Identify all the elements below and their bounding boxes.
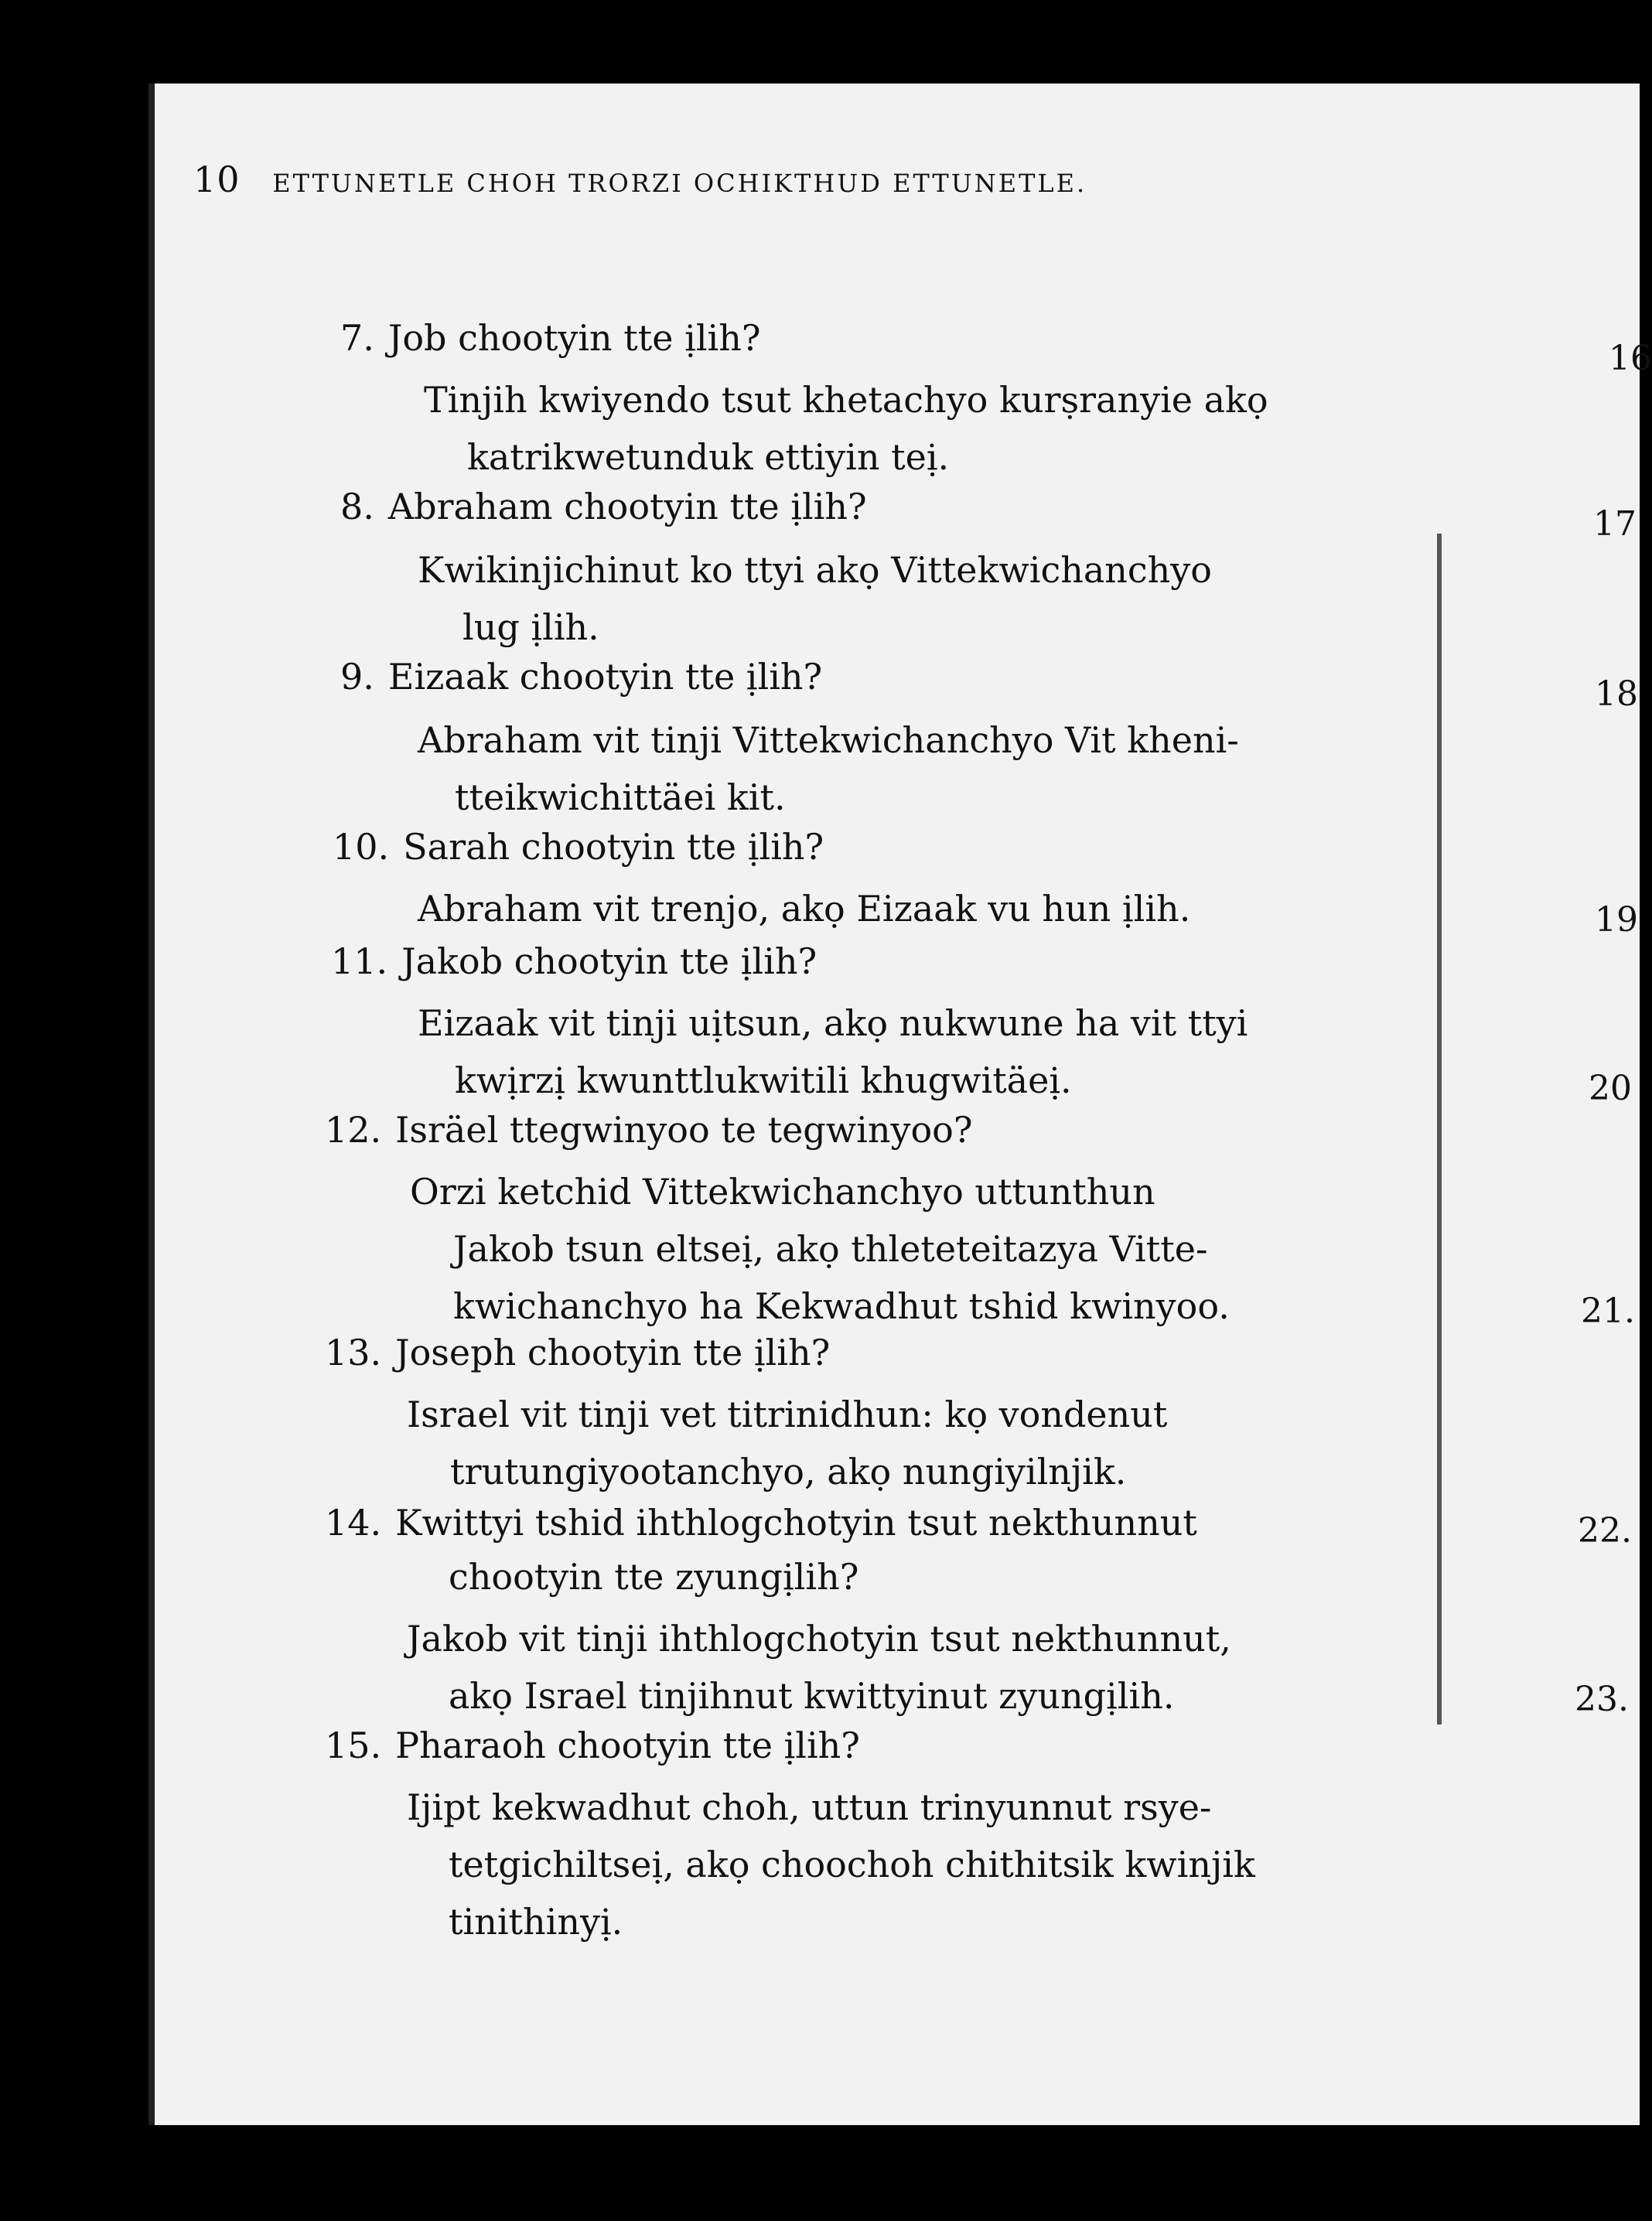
margin-number: 22.	[1578, 1511, 1632, 1551]
answer-10: Abraham vit trenjo, akọ Eizaak vu hun ịlih.	[418, 888, 1191, 930]
answer-14: Jakob vit tinji ihthlogchotyin tsut nekthunnut, akọ Israel tinjihnut kwittyinut zyungịlih.	[407, 1618, 1231, 1717]
question-13: 13. Joseph chootyin tte ịlih?	[325, 1332, 831, 1373]
page-number: 10	[193, 159, 241, 200]
question-10: 10. Sarah chootyin tte ịlih?	[333, 826, 824, 868]
question-15: 15. Pharaoh chootyin tte ịlih?	[325, 1725, 860, 1766]
margin-number: 20	[1589, 1069, 1632, 1108]
question-8: 8. Abraham chootyin tte ịlih?	[340, 486, 867, 527]
question-7: 7. Job chootyin tte ịlih?	[340, 317, 761, 359]
question-9: 9. Eizaak chootyin tte ịlih?	[340, 656, 823, 698]
question-14-continued: chootyin tte zyungịlih?	[449, 1556, 859, 1598]
answer-9: Abraham vit tinji Vittekwichanchyo Vit kheni- tteikwichittäei kit.	[418, 719, 1239, 818]
question-11: 11. Jakob chootyin tte ịlih?	[331, 940, 817, 982]
margin-number: 17	[1593, 504, 1637, 544]
answer-8: Kwikinjichinut ko ttyi akọ Vittekwichanchyo lug ịlih.	[418, 549, 1212, 648]
margin-number: 21.	[1581, 1291, 1635, 1331]
answer-11: Eizaak vit tinji uịtsun, akọ nukwune ha vit ttyi kwịrzị kwunttlukwitili khugwitäeị.	[418, 1002, 1248, 1101]
margin-number: 23.	[1575, 1680, 1629, 1719]
margin-number: 16	[1609, 339, 1652, 378]
running-header	[193, 159, 1087, 200]
margin-rule	[1437, 534, 1442, 1725]
question-14: 14. Kwittyi tshid ihthlogchotyin tsut nekthunnut	[325, 1502, 1197, 1544]
question-12: 12. Isräel ttegwinyoo te tegwinyoo?	[325, 1109, 973, 1151]
answer-7: Tinjih kwiyendo tsut khetachyo kurṣranyie akọ katrikwetunduk ettiyin teị.	[424, 379, 1268, 478]
answer-13: Israel vit tinji vet titrinidhun: kọ vondenut trutungiyootanchyo, akọ nungiyilnjik.	[407, 1394, 1168, 1493]
answer-12: Orzi ketchid Vittekwichanchyo uttunthun Jakob tsun eltseị, akọ thleteteitazya Vitte- kwichanchyo ha Kekwadhut tshid kwinyoo.	[410, 1171, 1230, 1327]
margin-number: 19	[1595, 900, 1638, 940]
running-title: ETTUNETLE CHOH TRORZI OCHIKTHUD ETTUNETLE.	[272, 169, 1087, 198]
margin-number: 18	[1595, 674, 1638, 714]
answer-15: Ijipt kekwadhut choh, uttun trinyunnut rsye- tetgichiltseị, akọ choochoh chithitsik kwinjik tinithinyị.	[407, 1786, 1255, 1943]
